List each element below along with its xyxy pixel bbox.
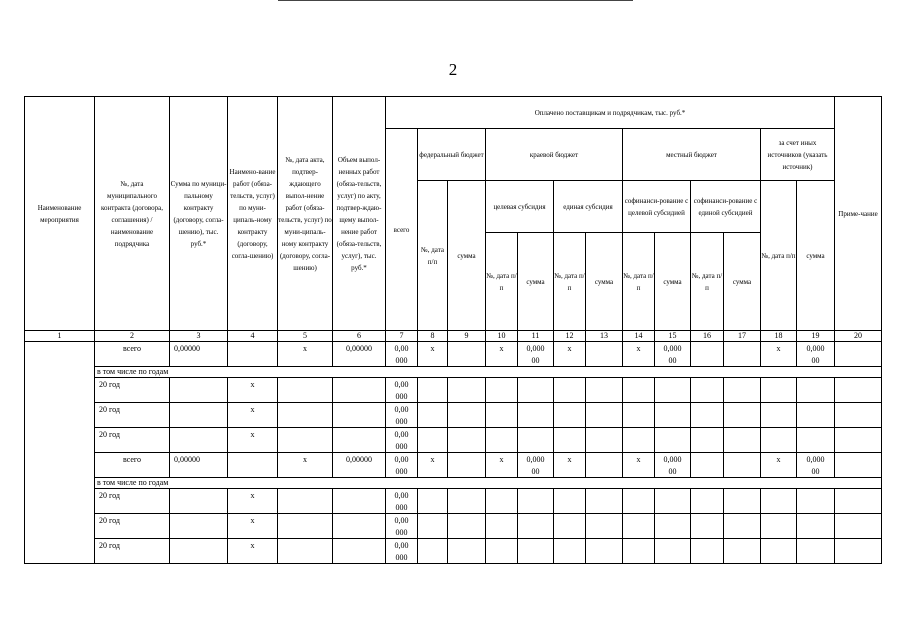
x-mark: х — [228, 489, 278, 502]
year-label: 20 год — [95, 428, 170, 441]
header-act: №, дата акта, подтвер-ждающего выпол-нение работ (обяза-тельств, услуг) по муни-ципаль-ному контракту (договору, согла-шению) — [278, 97, 333, 331]
total-value: 000 — [386, 390, 418, 403]
header-fed-sum: сумма — [448, 181, 486, 331]
x-mark: х — [486, 342, 518, 355]
x-mark: х — [554, 342, 586, 355]
row-label: всего — [95, 342, 170, 355]
year-label: 20 год — [95, 489, 170, 502]
column-number: 5 — [278, 331, 333, 342]
total-value: 000 — [386, 465, 418, 478]
header-other: за счет иных источников (указать источник) — [761, 129, 835, 181]
total-value: 0,00 — [386, 403, 418, 416]
year-label: 20 год — [95, 403, 170, 416]
table-row-year — [25, 539, 882, 552]
header-single-subsidy: единая субсидия — [554, 181, 623, 233]
header-cofin-target: софинанси-рование с целевой субсидией — [623, 181, 691, 233]
header-fed-no-date: №, дата п/п — [418, 181, 448, 331]
sum-value: 00 — [655, 354, 691, 367]
sum-value: 0,000 — [655, 453, 691, 466]
total-value: 000 — [386, 501, 418, 514]
year-label: 20 год — [95, 378, 170, 391]
year-label: 20 год — [95, 514, 170, 527]
column-number: 9 — [448, 331, 486, 342]
total-value: 0,00 — [386, 342, 418, 355]
sum-value: 00 — [797, 354, 835, 367]
column-number: 15 — [655, 331, 691, 342]
total-value: 000 — [386, 551, 418, 564]
total-value: 0,00 — [386, 378, 418, 391]
header-cofin-single: софинанси-рование с единой субсидией — [691, 181, 761, 233]
column-number: 1 — [25, 331, 95, 342]
column-number: 12 — [554, 331, 586, 342]
contract-sum: 0,00000 — [170, 453, 228, 466]
header-no-date: №, дата п/п — [691, 233, 724, 331]
activity-name-cell — [25, 342, 95, 564]
act-sum: 0,00000 — [333, 342, 386, 355]
sum-value: 0,000 — [797, 342, 835, 355]
x-mark: х — [761, 342, 797, 355]
header-sum: сумма — [655, 233, 691, 331]
table-row-year — [25, 378, 882, 391]
total-value: 0,00 — [386, 514, 418, 527]
table-row-year — [25, 514, 882, 527]
sum-value: 00 — [518, 465, 554, 478]
header-contract: №, дата муниципального контракта (договора, соглашения) / наименование подрядчика — [95, 97, 170, 331]
header-works-name: Наимено-вание работ (обяза-тельств, услуг) по муни-ципаль-ному контракту (договору, согла-шению) — [228, 97, 278, 331]
column-number: 20 — [835, 331, 882, 342]
x-mark: х — [554, 453, 586, 466]
header-note: Приме-чание — [835, 97, 882, 331]
header-total: всего — [386, 129, 418, 331]
total-value: 0,00 — [386, 539, 418, 552]
sum-value: 00 — [655, 465, 691, 478]
column-number: 2 — [95, 331, 170, 342]
header-contract-sum: Сумма по муници-пальному контракту (договору, согла-шению), тыс. руб.* — [170, 97, 228, 331]
x-mark: х — [228, 514, 278, 527]
column-number: 10 — [486, 331, 518, 342]
x-mark: х — [418, 342, 448, 355]
sum-value: 0,000 — [518, 453, 554, 466]
column-number: 17 — [724, 331, 761, 342]
total-value: 000 — [386, 526, 418, 539]
header-other-no-date: №, дата п/п — [761, 181, 797, 331]
header-no-date: №, дата п/п — [486, 233, 518, 331]
header-activity-name: Наименование мероприятия — [25, 97, 95, 331]
contract-sum: 0,00000 — [170, 342, 228, 355]
column-number: 19 — [797, 331, 835, 342]
year-label: 20 год — [95, 539, 170, 552]
total-value: 000 — [386, 354, 418, 367]
top-rule — [278, 0, 633, 1]
total-value: 000 — [386, 440, 418, 453]
header-local: местный бюджет — [623, 129, 761, 181]
header-other-sum: сумма — [797, 181, 835, 331]
column-number: 3 — [170, 331, 228, 342]
header-sum: сумма — [724, 233, 761, 331]
x-mark: х — [418, 453, 448, 466]
sum-value: 00 — [797, 465, 835, 478]
x-mark: х — [228, 428, 278, 441]
column-number-row — [25, 331, 882, 342]
sum-value: 0,000 — [518, 342, 554, 355]
total-value: 0,00 — [386, 489, 418, 502]
column-number: 14 — [623, 331, 655, 342]
column-number: 7 — [386, 331, 418, 342]
report-table — [24, 96, 882, 564]
table-row-total — [25, 342, 882, 355]
header-sum: сумма — [518, 233, 554, 331]
header-works-volume: Объем выпол-ненных работ (обяза-тельств, услуг) по акту, подтвер-ждаю-щему выпол-нение работ (обяза-тельств, услуг), тыс. руб.* — [333, 97, 386, 331]
x-mark: х — [228, 539, 278, 552]
x-mark: х — [623, 342, 655, 355]
total-value: 0,00 — [386, 428, 418, 441]
column-number: 18 — [761, 331, 797, 342]
table-row-year — [25, 403, 882, 416]
header-no-date: №, дата п/п — [554, 233, 586, 331]
column-number: 8 — [418, 331, 448, 342]
column-number: 16 — [691, 331, 724, 342]
x-mark: х — [278, 453, 333, 466]
total-value: 0,00 — [386, 453, 418, 466]
row-label: всего — [95, 453, 170, 466]
column-number: 6 — [333, 331, 386, 342]
total-value: 000 — [386, 415, 418, 428]
column-number: 4 — [228, 331, 278, 342]
header-no-date: №, дата п/п — [623, 233, 655, 331]
act-sum: 0,00000 — [333, 453, 386, 466]
header-sum: сумма — [586, 233, 623, 331]
by-years-label: в том числе по годам — [95, 478, 882, 489]
x-mark: х — [278, 342, 333, 355]
table-row-year — [25, 489, 882, 502]
sum-value: 00 — [518, 354, 554, 367]
x-mark: х — [623, 453, 655, 466]
header-target-subsidy: целевая субсидия — [486, 181, 554, 233]
sum-value: 0,000 — [797, 453, 835, 466]
column-number: 13 — [586, 331, 623, 342]
header-federal: федеральный бюджет — [418, 129, 486, 181]
header-regional: краевой бюджет — [486, 129, 623, 181]
x-mark: х — [486, 453, 518, 466]
x-mark: х — [761, 453, 797, 466]
x-mark: х — [228, 403, 278, 416]
x-mark: х — [228, 378, 278, 391]
page-number: 2 — [448, 60, 458, 79]
by-years-label: в том числе по годам — [95, 367, 882, 378]
table-row-total — [25, 453, 882, 466]
table-row-year — [25, 428, 882, 441]
sum-value: 0,000 — [655, 342, 691, 355]
header-paid: Оплачено поставщикам и подрядчикам, тыс. руб.* — [386, 97, 835, 129]
column-number: 11 — [518, 331, 554, 342]
